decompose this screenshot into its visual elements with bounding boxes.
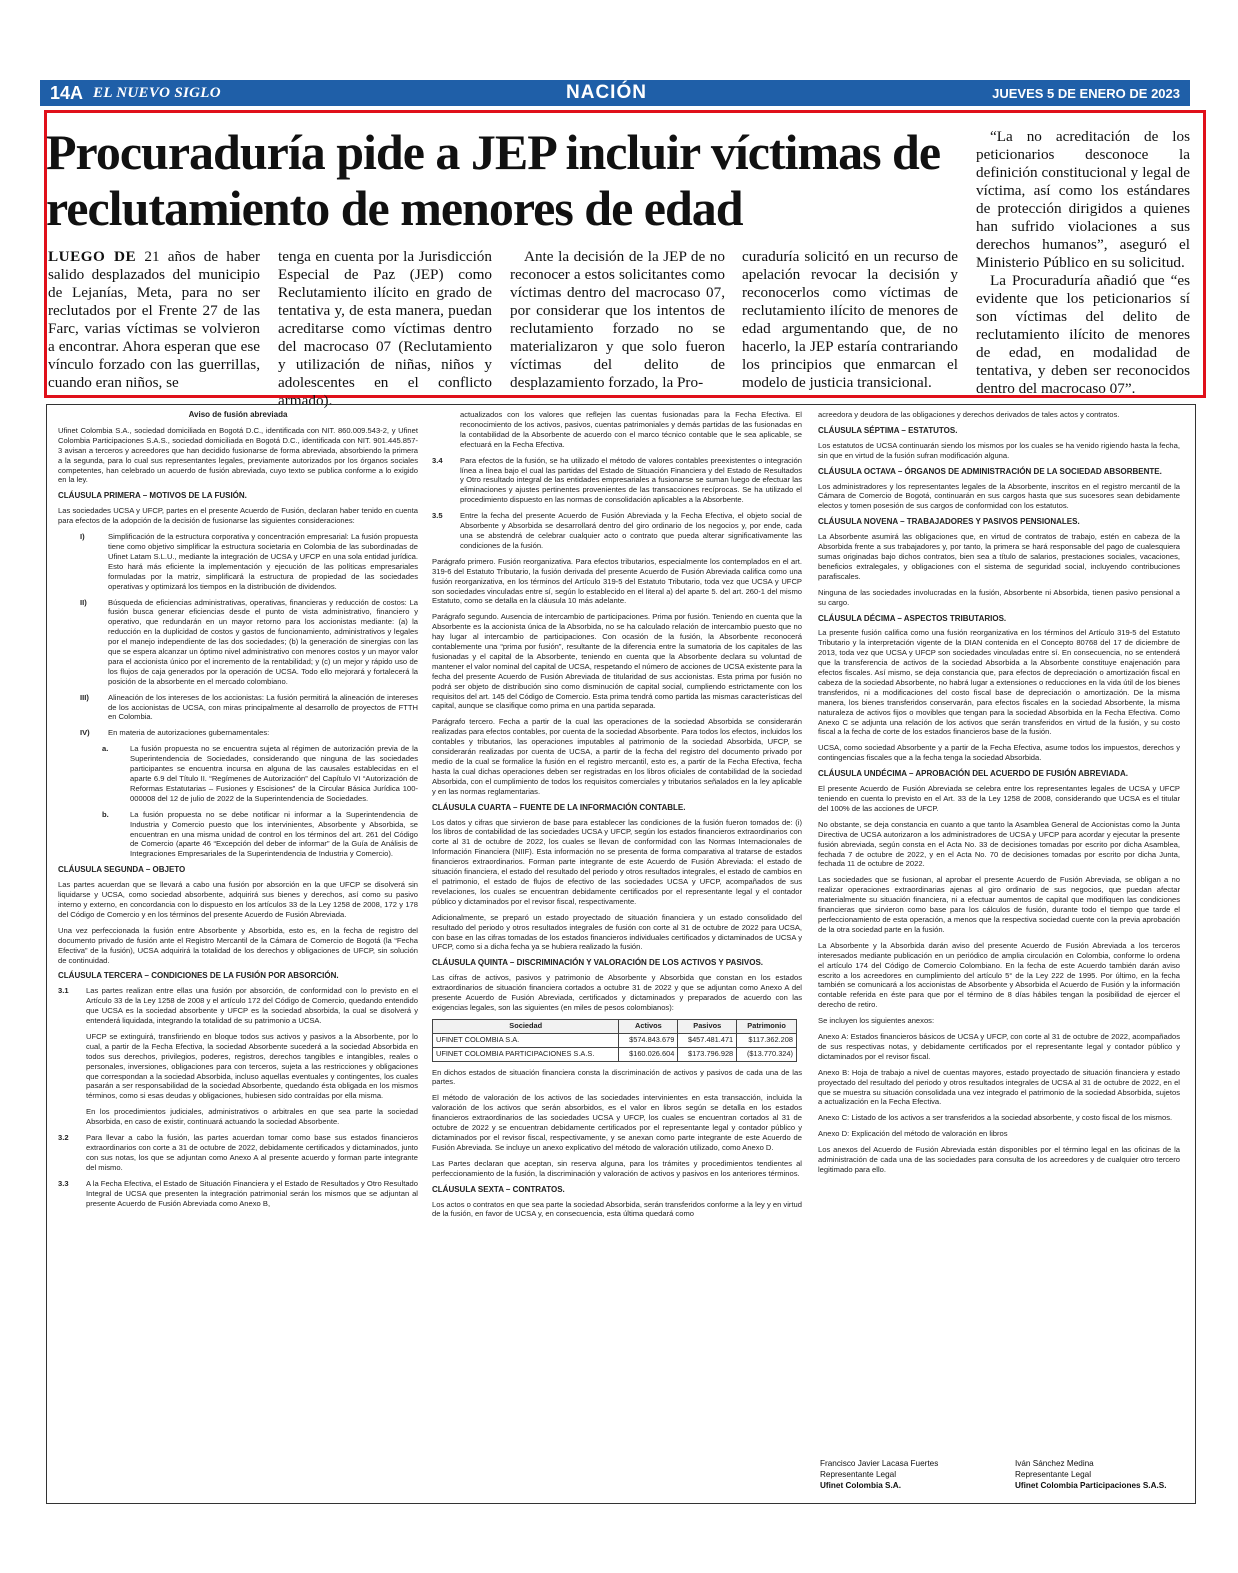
- clause-9-p1: La Absorbente asumirá las obligaciones que, en virtud de contratos de trabajo, estén en cabeza de la Absorbida frente a sus trabajadores y, por tanto, la primera se hará responsable del pago de cualesquiera sumas originadas bajo dichos contratos, bien sea a título de salarios, prestaciones sociales, vacaciones, beneficios extralegales, y obligaciones con el sistema de seguridad social, incluyendo contribuciones parafiscales.: [818, 532, 1180, 581]
- table-header-cell: Sociedad: [433, 1019, 619, 1033]
- signature-block: [1015, 1458, 1190, 1491]
- article-col2-text: tenga en cuenta por la Jurisdicción Especial de Paz (JEP) como Reclutamiento ilícito en grado de tentativa y, de esta manera, puedan acreditarse como víctimas dentro del macrocaso 07 (Reclutamiento y utilización de niñas, niños y adolescentes en el conflicto armado).: [278, 248, 492, 409]
- table-header-cell: Pasivos: [678, 1019, 737, 1033]
- signer-role: Representante Legal: [820, 1470, 897, 1479]
- clause-4-p2: Adicionalmente, se preparó un estado proyectado de situación financiera y un estado consolidado del resultado del periodo y otros resultados integrales de fusión con corte al 31 de octubre de 2022 para UCSA, con base en las cifras tomadas de los estados financieros individuales certificados y dictaminados de UCSA y UFCP, como si a dicha fecha ya se hubiera realizado la fusión.: [432, 912, 802, 952]
- page-header-bar: [40, 80, 1190, 106]
- clause-4-title: CLÁUSULA CUARTA – FUENTE DE LA INFORMACIÓN CONTABLE.: [432, 802, 686, 812]
- clause-2-p1: Las partes acuerdan que se llevará a cabo una fusión por absorción en la que UFCP se disolverá sin liquidarse y UCSA, como sociedad absorbente, adquirirá sus bienes y derechos, así como su pasivo interno y externo, en concordancia con lo dispuesto en los artículos 33 de la Ley 1258 de 2008, 172 y 178 del Código de Comercio y en los términos del presente Acuerdo de Fusión Abreviada.: [58, 880, 418, 919]
- signer-company: Ufinet Colombia Participaciones S.A.S.: [1015, 1481, 1167, 1490]
- table-cell: $117.362.208: [737, 1033, 797, 1047]
- notice-intro: Ufinet Colombia S.A., sociedad domiciliada en Bogotá D.C., identificada con NIT. 860.009.543-2, y Ufinet Colombia Participaciones S.A.S., sociedad domiciliada en Bogotá D.C., identificada con NIT. 901.445.857-3 avisan a terceros y acreedores que han decidido fusionarse de forma abreviada, absorbiendo la primera a la segunda, para lo cual sus representantes legales, previamente autorizados por los órganos sociales competentes, han celebrado un acuerdo de fusión abreviada, cuyo texto se publica conforme a lo exigido en la ley.: [58, 425, 418, 485]
- signature-block: [820, 1458, 995, 1491]
- table-cell: ($13.770.324): [737, 1047, 797, 1061]
- clause-10-p1: La presente fusión califica como una fusión reorganizativa en los términos del Artículo 319-5 del Estatuto Tributario y la interpretación vigente de la DIAN contenida en el Concepto 80768 del 17 de diciembre de 2013, toda vez que UCSA y UFCP son sociedades vinculadas entre sí. En consecuencia, no se entenderá que la transferencia de activos de la sociedad Absorbida a la Absorbente constituye enajenación para efectos fiscales. Así mismo, se deja constancia que, para efectos de depreciación o amortización fiscal en cabeza de la sociedad Absorbente, no habrá lugar a extensiones o reducciones en la vida útil de los bienes transferidos, ni a modificaciones del costo fiscal base de depreciación o amortización. De la misma manera, los bienes transferidos conservarán, para efectos fiscales en la sociedad Absorbente, la misma naturaleza de activos fijos o movibles que tengan para la sociedad Absorbida en la Fecha Efectiva. Como Anexo C se adjunta una relación de los activos que serán transferidos en virtud de la fusión, y su costo fiscal a la fecha de corte de los estados financieros base de la fusión.: [818, 628, 1180, 737]
- clause-1-title: CLÁUSULA PRIMERA – MOTIVOS DE LA FUSIÓN.: [58, 491, 247, 501]
- signer-name: Francisco Javier Lacasa Fuertes: [820, 1459, 939, 1468]
- clause-5-p4: Las Partes declaran que aceptan, sin reserva alguna, para los trámites y procedimientos tendientes al perfeccionamiento de la fusión, la discriminación y valoración de activos y pasivos en los anteriores términos.: [432, 1158, 802, 1178]
- table-cell: $160.026.604: [619, 1047, 678, 1061]
- table-row: [433, 1033, 797, 1047]
- notice-column-1: [58, 410, 418, 1214]
- notice-title: Aviso de fusión abreviada: [188, 410, 288, 419]
- clause-3-1-b: UFCP se extinguirá, transfiriendo en bloque todos sus activos y pasivos a la Absorbente, por lo cual, a partir de la Fecha Efectiva, la sociedad Absorbente sucederá a la sociedad Absorbida en todos sus derechos, privilegios, poderes, registros, derechos tangibles e intangibles, reales o personales, inversiones, obligaciones para con terceros, sujeta a las restricciones y obligaciones que correspondan a la sociedad Absorbida, incluso aquellas eventuales y contingentes, los cuales pasarán a ser responsabilidad de la sociedad Absorbente, quedando ésta obligada en los mismos términos, como si esas deudas y obligaciones, hubiesen sido contraídas por ella misma.: [86, 1031, 418, 1101]
- clause-6-p1: Los actos o contratos en que sea parte la sociedad Absorbida, serán transferidos conforme a la ley y en virtud de la fusión, en favor de UCSA y, en consecuencia, esta última quedará como: [432, 1199, 802, 1219]
- notice-column-2: [432, 410, 802, 1225]
- clause-3-2: 3.2 Para llevar a cabo la fusión, las partes acuerdan tomar como base sus estados financieros extraordinarios con corte a 31 de octubre de 2022, debidamente certificados y dictaminados, junto con sus notas, los que se adjuntan como Anexo A al presente acuerdo y forman parte integrante del mismo.: [58, 1133, 418, 1172]
- signatures: [820, 1458, 1190, 1491]
- newspaper-name: EL NUEVO SIGLO: [93, 84, 221, 101]
- clause-1-text: Las sociedades UCSA y UFCP, partes en el presente Acuerdo de Fusión, declaran haber tenido en cuenta para efectos de la adopción de la decisión de fusionarse las siguientes consideraciones:: [58, 506, 418, 526]
- clause-1-item-i: I) Simplificación de la estructura corporativa y concentración empresarial: La fusión propuesta tiene como objetivo simplificar la estructura societaria en Colombia de las subordinadas de Ufinet Latam S.L.U., mediante la integración de UCSA y UFCP en una sola entidad jurídica. Esto hará más eficiente la implementación y ejecución de las políticas empresariales formuladas por la matriz, simplificará la estructura de propiedad de las sociedades operativas y optimizará los tiempos en la distribución de dividendos.: [80, 532, 418, 591]
- clause-4-p1: Los datos y cifras que sirvieron de base para establecer las condiciones de la fusión fueron tomados de: (i) los libros de contabilidad de las sociedades UCSA y UFCP, según los estados financieros extraordinarios con corte al 31 de octubre de 2022, los cuales se llevan de conformidad con las Normas Internacionales de Información Financiera (NIIF). Esta información no se presenta de forma comparativa al tratarse de estados financieros extraordinarios. Forman parte integrante de este Acuerdo de Fusión Abreviada: el estado de situación financiera, el estado del resultado del periodo y otros resultados integrales, el estado de cambios en el patrimonio, el estado de flujos de efectivo de las sociedades UCSA y UFCP, acompañados de sus revelaciones, los cuales se encuentran debidamente certificados por el representante legal y el contador público y dictaminados por el revisor fiscal, respectivamente.: [432, 817, 802, 906]
- clause-5-p3: El método de valoración de los activos de las sociedades intervinientes en esta transacción, incluida la valoración de los activos que serán absorbidos, es el valor en libros según se detalla en los estados financieros extraordinarios de las sociedades UCSA y UFCP, los cuales se encuentran cortados al 31 de octubre de 2022 y se encuentran debidamente certificados por el representante legal y contador público y dictaminados por el revisor fiscal, respectivamente, y se anexan como parte integrante de este Acuerdo de Fusión Abreviada. Se incluye un anexo explicativo del método de valoración utilizado, como Anexo D.: [432, 1093, 802, 1152]
- article-quote-1: “La no acreditación de los peticionarios desconoce la definición constitucional y legal de víctima, así como los estándares de protección dirigidos a quienes han sufrido violaciones a sus derechos humanos”, aseguró el Ministerio Público en su solicitud.: [976, 128, 1190, 271]
- clause-3-3-cont: actualizados con los valores que reflejen las cuentas fusionadas para la Fecha Efectiva. El reconocimiento de los activos, pasivos, cuentas patrimoniales y demás partidas de las fusionadas en la contabilidad de la Absorbente de acuerdo con el marco técnico contable que le sea aplicable, se efectuará en la Fecha Efectiva.: [460, 410, 802, 449]
- table-cell: $574.843.679: [619, 1033, 678, 1047]
- signer-role: Representante Legal: [1015, 1470, 1092, 1479]
- annex-intro: Se incluyen los siguientes anexos:: [818, 1016, 935, 1026]
- clause-6-cont: acreedora y deudora de las obligaciones y derechos derivados de tales actos y contratos.: [818, 410, 1120, 419]
- header-left: [50, 83, 221, 104]
- annex-b: Anexo B: Hoja de trabajo a nivel de cuentas mayores, estado proyectado de situación financiera y estado proyectado del resultado del periodo y otros resultados integrales de UCSA al 31 de octubre de 2022, en el que se muestra su situación consolidada una vez integrado el patrimonio de la sociedad Absorbida, sujetos a actualización en la Fecha Efectiva.: [818, 1067, 1180, 1107]
- table-cell: $173.796.928: [678, 1047, 737, 1061]
- clause-11-p3: Las sociedades que se fusionan, al aprobar el presente Acuerdo de Fusión Abreviada, se obligan a no realizar operaciones extraordinarias ajenas al giro ordinario de sus negocios, que puedan afectar materialmente su situación financiera, ni a efectuar aumentos de capital que modifiquen las condiciones financieras que sirvieron como base para los cálculos de fusión, durante todo el tiempo que tarde el perfeccionamiento de esta operación, a menos que la respectiva sociedad cuente con la previa aprobación de la otra sociedad parte en la fusión.: [818, 875, 1180, 934]
- clause-3-title: CLÁUSULA TERCERA – CONDICIONES DE LA FUSIÓN POR ABSORCIÓN.: [58, 971, 339, 981]
- article-col1-text: 21 años de haber salido desplazados del municipio de Lejanías, Meta, para no ser reclutados por el Frente 27 de las Farc, varias víctimas se volvieron a encontrar. Ahora esperan que ese vínculo forzado con las guerrillas, cuando eran niños, se: [48, 248, 261, 391]
- notice-column-3: [818, 410, 1180, 1181]
- table-cell: UFINET COLOMBIA PARTICIPACIONES S.A.S.: [433, 1047, 619, 1061]
- clause-3-5: 3.5 Entre la fecha del presente Acuerdo de Fusión Abreviada y la Fecha Efectiva, el objeto social de Absorbente y Absorbida se desarrollará dentro del giro ordinario de los negocios y, por ende, cada una se abstendrá de celebrar cualquier acto o contrato que pueda alterar significativamente las condiciones de la fusión.: [432, 511, 802, 550]
- clause-11-p4: La Absorbente y la Absorbida darán aviso del presente Acuerdo de Fusión Abreviada a los terceros interesados mediante publicación en un periódico de amplia circulación en Colombia, conforme lo ordena el artículo 174 del Código de Comercio Colombiano. En la fecha de este Acuerdo también darán aviso escrito a los acreedores en cumplimiento del artículo 5° de la Ley 222 de 1995. Por último, en la fecha también se comunicará a los accionistas de Absorbente y Absorbida el Acuerdo de Fusión y la información contable referida en éste para que por el término de 8 días hábiles tengan la posibilidad de ejercer el derecho de retiro.: [818, 940, 1180, 1010]
- article-column-2: [278, 248, 492, 410]
- signer-name: Iván Sánchez Medina: [1015, 1459, 1094, 1468]
- table-header-row: [433, 1019, 797, 1033]
- clause-11-title: CLÁUSULA UNDÉCIMA – APROBACIÓN DEL ACUERDO DE FUSIÓN ABREVIADA.: [818, 769, 1128, 779]
- page-number: 14A: [50, 82, 84, 103]
- issue-date: JUEVES 5 DE ENERO DE 2023: [992, 85, 1180, 101]
- table-cell: $457.481.471: [678, 1033, 737, 1047]
- clause-3-3: 3.3 A la Fecha Efectiva, el Estado de Situación Financiera y el Estado de Resultados y Otro Resultado Integral de UCSA que presenten la integración patrimonial serán los mismos que se adjuntan al presente Acuerdo de Fusión Abreviada como Anexo B,: [58, 1178, 418, 1208]
- clause-3-1-c: En los procedimientos judiciales, administrativos o arbitrales en que sea parte la sociedad Absorbida, en caso de existir, continuará actuando la sociedad Absorbente.: [86, 1107, 418, 1127]
- clause-6-title: CLÁUSULA SEXTA – CONTRATOS.: [432, 1184, 565, 1194]
- clause-11-p2: No obstante, se deja constancia en cuanto a que tanto la Asamblea General de Accionistas como la Junta Directiva de UCSA autorizaron a los administradores de UCSA y UFCP para acordar y ejecutar la presente fusión abreviada, según consta en el Acta No. 33 de decisiones tomadas por escrito por dicha Asamblea, fechada 7 de octubre de 2022, y en el Acta No. 70 de decisiones tomadas por escrito por dicha Junta, fechada 11 de octubre de 2022.: [818, 819, 1180, 869]
- section-name: NACIÓN: [566, 82, 647, 103]
- signer-company: Ufinet Colombia S.A.: [820, 1481, 901, 1490]
- clause-2-p2: Una vez perfeccionada la fusión entre Absorbente y Absorbida, esto es, en la fecha de registro del documento privado de fusión ante el Registro Mercantil de la Cámara de Comercio de Bogotá (la “Fecha Efectiva” de la fusión), UCSA adquirirá la totalidad de los derechos y obligaciones de UFCP, sin solución de continuidad.: [58, 925, 418, 965]
- table-header-cell: Activos: [619, 1019, 678, 1033]
- article-col3-text: Ante la decisión de la JEP de no reconocer a estos solicitantes como víctimas dentro del macrocaso 07, por considerar que los intentos de reclutamiento forzado no se materializaron y que solo fueron víctimas del delito de desplazamiento forzado, la Pro-: [510, 248, 725, 391]
- article-col4-text: curaduría solicitó en un recurso de apelación revocar la decisión y reconocerlos como víctimas de reclutamiento ilícito de menores de edad argumentando que, de no hacerlo, la JEP estaría contrariando los principios que enmarcan el modelo de justicia transicional.: [742, 248, 958, 391]
- clause-7-p1: Los estatutos de UCSA continuarán siendo los mismos por los cuales se ha venido rigiendo hasta la fecha, sin que en virtud de la fusión sufran modificación alguna.: [818, 440, 1180, 460]
- clause-7-title: CLÁUSULA SÉPTIMA – ESTATUTOS.: [818, 425, 958, 435]
- clause-5-p2: En dichos estados de situación financiera consta la discriminación de activos y pasivos de cada una de las partes.: [432, 1067, 802, 1087]
- table-cell: UFINET COLOMBIA S.A.: [433, 1033, 619, 1047]
- financial-table: [432, 1019, 797, 1062]
- clause-8-title: CLÁUSULA OCTAVA – ÓRGANOS DE ADMINISTRACIÓN DE LA SOCIEDAD ABSORBENTE.: [818, 466, 1162, 476]
- article-quote-2: La Procuraduría añadió que “es evidente que los peticionarios sí son víctimas del delito de reclutamiento ilícito de menores de edad, en modalidad de tentativa, y deben ser reconocidos dentro del macrocaso 07”.: [976, 272, 1190, 397]
- clause-2-title: CLÁUSULA SEGUNDA – OBJETO: [58, 865, 186, 875]
- clause-1-item-iv: IV) En materia de autorizaciones gubernamentales:: [80, 728, 270, 738]
- clause-10-title: CLÁUSULA DÉCIMA – ASPECTOS TRIBUTARIOS.: [818, 613, 1007, 623]
- paragraph-third: Parágrafo tercero. Fecha a partir de la cual las operaciones de la sociedad Absorbida se considerarán realizadas para efectos contables, por cuenta de la sociedad Absorbente. Para todos los efectos, incluidos los contables y tributarios, las operaciones imputables al patrimonio de la sociedad Absorbida, UFCP, se considerarán realizadas por cuenta de UCSA, a partir de la fecha del registro del documento privado por medio de la cual se formalice la fusión en el registro mercantil, esto es, a partir de la Fecha Efectiva, fecha hasta la cual dichas operaciones deben ser registradas en los libros oficiales de contabilidad de la sociedad Absorbida, con el cumplimiento de todos los requisitos comerciales y tributarios señalados en la ley aplicable y en las normas reglamentarias.: [432, 717, 802, 796]
- article-column-3: [510, 248, 725, 392]
- annex-closing: Los anexos del Acuerdo de Fusión Abreviada están disponibles por el término legal en las oficinas de la administración de cada una de las sociedades para consulta de los acreedores y de cualquier otro tercero legitimado para ello.: [818, 1145, 1180, 1174]
- article-column-1: [48, 248, 260, 392]
- clause-1-item-iv-a: a. La fusión propuesta no se encuentra sujeta al régimen de autorización previa de la Superintendencia de Sociedades, considerando que ninguna de las sociedades participantes se encuentra incursa en alguna de las causales establecidas en el aparte 6.9 del Título II. “Regímenes de Autorización” del Capítulo VI “Autorización de Reformas Estatutarias – Fusiones y Escisiones” de la Circular Básica Jurídica 100-000008 del 12 de julio de 2022 de la Superintendencia de Sociedades.: [102, 744, 418, 803]
- annex-d: Anexo D: Explicación del método de valoración en libros: [818, 1129, 1008, 1139]
- table-header-cell: Patrimonio: [737, 1019, 797, 1033]
- article-column-4: [742, 248, 958, 392]
- clause-9-p2: Ninguna de las sociedades involucradas en la fusión, Absorbente ni Absorbida, tienen pasivo pensional a su cargo.: [818, 587, 1180, 607]
- clause-1-item-iii: III) Alineación de los intereses de los accionistas: La fusión permitirá la alineación de intereses de los accionistas de UCSA, con miras principalmente al desarrollo de proyectos de FTTH en Colombia.: [80, 692, 418, 722]
- annex-a: Anexo A: Estados financieros básicos de UCSA y UFCP, con corte al 31 de octubre de 2022, acompañados de sus respectivas notas, y debidamente certificados por el representante legal y contador público y dictaminados por el revisor fiscal.: [818, 1032, 1180, 1061]
- paragraph-first: Parágrafo primero. Fusión reorganizativa. Para efectos tributarios, especialmente los contemplados en el art. 319-6 del Estatuto Tributario, la fusión derivada del presente Acuerdo de Fusión Abreviada califica como una fusión reorganizativa, en los términos del Artículo 319-5 del Estatuto Tributario, toda vez que UCSA y UFCP son sociedades vinculadas entre sí, según lo establecido en el literal a) del aparte 5. del art. 260-1 del mismo Estatuto, como se detalla en la cláusula 10 más adelante.: [432, 556, 802, 606]
- clause-1-item-iv-b: b. La fusión propuesta no se debe notificar ni informar a la Superintendencia de Industria y Comercio puesto que los intervinientes, Absorbente y Absorbida, se encuentran en una misma unidad de control en los términos del art. 261 del Código de Comercio (aparte 46 “Excepción del deber de informar” de la Guía de Análisis de Integraciones Empresariales de la Superintendencia de Industria y Comercio).: [102, 809, 418, 859]
- paragraph-second: Parágrafo segundo. Ausencia de intercambio de participaciones. Prima por fusión. Teniendo en cuenta que la Absorbente es la accionista única de la Absorbida, no se ha calculado relación de intercambio puesto que no hay lugar al intercambio de participaciones. Con ocasión de la fusión, la Absorbente reconocerá contablemente una “prima por fusión”, resultante de la diferencia entre la sumatoria de los capitales de las fusionadas y el capital de la Absorbente, teniendo en cuenta que la Absorbente declara su voluntad de mantener el valor nominal del capital de UCSA, respetando el número de acciones de UCSA existente para la fecha del presente Acuerdo de Fusión Abreviada de titularidad de sus accionistas. Esta prima por fusión no podrá ser objeto de distribución sino como disminución de capital social, cumpliendo estrictamente con los requisitos del art. 145 del Código de Comercio. Esta prima tendrá como partida las mismas características del capital, aunque se clasifique como prima en una partida separada.: [432, 612, 802, 711]
- clause-10-p2: UCSA, como sociedad Absorbente y a partir de la Fecha Efectiva, asume todos los impuestos, derechos y contingencias fiscales que a la fecha tenga la sociedad Absorbida.: [818, 743, 1180, 763]
- article-headline: Procuraduría pide a JEP incluir víctimas de reclutamiento de menores de edad: [46, 124, 941, 236]
- clause-5-p1: Las cifras de activos, pasivos y patrimonio de Absorbente y Absorbida que constan en los estados extraordinarios de situación financiera cortados a octubre 31 de 2022 y que se adjuntan como Anexo A del presente Acuerdo de Fusión Abreviada, certificados y dictaminados y preparados de acuerdo con las exigencias legales, son las siguientes (en miles de pesos colombianos):: [432, 973, 802, 1012]
- table-row: [433, 1047, 797, 1061]
- clause-5-title: CLÁUSULA QUINTA – DISCRIMINACIÓN Y VALORACIÓN DE LOS ACTIVOS Y PASIVOS.: [432, 958, 763, 968]
- clause-9-title: CLÁUSULA NOVENA – TRABAJADORES Y PASIVOS PENSIONALES.: [818, 517, 1080, 527]
- clause-1-item-ii: II) Búsqueda de eficiencias administrativas, operativas, financieras y reducción de costos: La fusión busca generar eficiencias desde el punto de vista administrativo, financiero y operativo, que redundarán en un mayor retorno para los accionistas mediante: (a) la reducción en la duplicidad de costos y gastos de funcionamiento, administrativos y legales por el manejo independiente de las dos sociedades; (b) la generación de sinergias con las que se espera alcanzar un óptimo nivel administrativo con menores costos y un mayor valor para el accionista único por el incremento de la rentabilidad; y (c) un mejor y rápido uso de los flujos de caja generados por la operación de UCSA. Todo ello mejorará y fortalecerá la posición de la absorbente en el mercado colombiano.: [80, 597, 418, 686]
- annex-c: Anexo C: Listado de los activos a ser transferidos a la sociedad absorbente, y costo fiscal de los mismos.: [818, 1113, 1173, 1123]
- clause-3-4: 3.4 Para efectos de la fusión, se ha utilizado el método de valores contables preexistentes o integración línea a línea bajo el cual las partidas del Estado de Situación Financiera y del Estado de Resultados y Otro resultado integral de las entidades empresariales a fusionarse se suman luego de efectuar las eliminaciones y ajustes pertinentes provenientes de las transacciones recíprocas. Se ha utilizado el procedimiento dispuesto en las normas de consolidación aplicables a la Absorbente.: [432, 455, 802, 505]
- clause-3-1: 3.1 Las partes realizan entre ellas una fusión por absorción, de conformidad con lo previsto en el Artículo 33 de la Ley 1258 de 2008 y el artículo 172 del Código de Comercio, quedando entendido que UCSA es la sociedad absorbente y UFCP es la sociedad absorbida, la cual se disolverá y entenderá liquidada, integrando la totalidad de su patrimonio a UCSA.: [58, 986, 418, 1026]
- clause-11-p1: El presente Acuerdo de Fusión Abreviada se celebra entre los representantes legales de UCSA y UFCP teniendo en cuenta lo previsto en el Art. 33 de la Ley 1258 de 2008, considerando que UCSA es el titular del 100% de las acciones de UFCP.: [818, 784, 1180, 813]
- clause-8-p1: Los administradores y los representantes legales de la Absorbente, inscritos en el registro mercantil de la Cámara de Comercio de Bogotá, continuarán en sus cargos hasta que sus sucesores sean debidamente electos y tomen posesión de sus cargos de conformidad con los estatutos.: [818, 481, 1180, 511]
- article-column-5: [976, 128, 1190, 398]
- article-lead-caps: LUEGO DE: [48, 248, 137, 265]
